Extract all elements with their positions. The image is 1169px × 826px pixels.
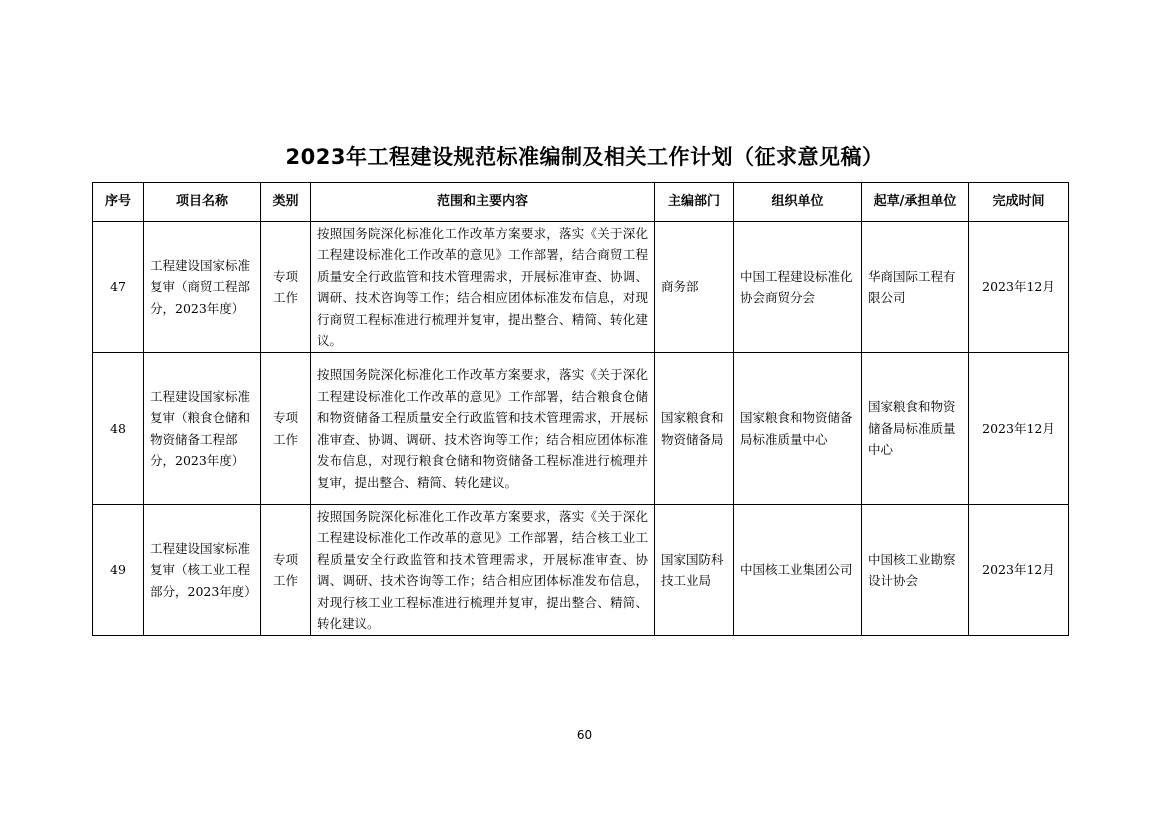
header-finish-time: 完成时间	[969, 183, 1069, 222]
document-title: 2023年工程建设规范标准编制及相关工作计划（征求意见稿）	[285, 145, 884, 169]
row-org-unit: 中国工程建设标准化协会商贸分会	[734, 222, 862, 353]
row-content: 按照国务院深化标准化工作改革方案要求，落实《关于深化工程建设标准化工作改革的意见》工作部署，结合核工业工程质量安全行政监管和技术管理需求，开展标准审查、协调、调研、技术咨询等工作；结合相应团体标准发布信息，对现行核工业工程标准进行梳理并复审，提出整合、精简、转化建议。	[311, 505, 655, 636]
row-no: 47	[93, 222, 144, 353]
row-finish-time: 2023年12月	[969, 222, 1069, 353]
row-no: 49	[93, 505, 144, 636]
page-number: 60	[576, 728, 593, 742]
row-no: 48	[93, 353, 144, 505]
table-row	[93, 505, 1069, 636]
row-project-name: 工程建设国家标准复审（粮食仓储和物资储备工程部分，2023年度）	[144, 353, 261, 505]
header-category: 类别	[261, 183, 311, 222]
work-plan-table	[92, 182, 1069, 636]
row-content: 按照国务院深化标准化工作改革方案要求，落实《关于深化工程建设标准化工作改革的意见》工作部署，结合商贸工程质量安全行政监管和技术管理需求，开展标准审查、协调、调研、技术咨询等工作；结合相应团体标准发布信息，对现行商贸工程标准进行梳理并复审，提出整合、精简、转化建议。	[311, 222, 655, 353]
row-drafter: 中国核工业勘察设计协会	[862, 505, 969, 636]
row-org-unit: 国家粮食和物资储备局标准质量中心	[734, 353, 862, 505]
header-project-name: 项目名称	[144, 183, 261, 222]
row-editor-dept: 国家国防科技工业局	[655, 505, 734, 636]
table-row	[93, 222, 1069, 353]
table-row	[93, 353, 1069, 505]
row-project-name: 工程建设国家标准复审（商贸工程部分，2023年度）	[144, 222, 261, 353]
header-editor-dept: 主编部门	[655, 183, 734, 222]
header-content: 范围和主要内容	[311, 183, 655, 222]
table-header-row	[93, 183, 1069, 222]
row-category: 专项工作	[261, 505, 311, 636]
row-category: 专项工作	[261, 222, 311, 353]
header-org-unit: 组织单位	[734, 183, 862, 222]
row-editor-dept: 商务部	[655, 222, 734, 353]
header-no: 序号	[93, 183, 144, 222]
row-editor-dept: 国家粮食和物资储备局	[655, 353, 734, 505]
row-project-name: 工程建设国家标准复审（核工业工程部分，2023年度）	[144, 505, 261, 636]
row-content: 按照国务院深化标准化工作改革方案要求，落实《关于深化工程建设标准化工作改革的意见》工作部署，结合粮食仓储和物资储备工程质量安全行政监管和技术管理需求，开展标准审查、协调、调研、技术咨询等工作；结合相应团体标准发布信息，对现行粮食仓储和物资储备工程标准进行梳理并复审，提出整合、精简、转化建议。	[311, 353, 655, 505]
row-drafter: 国家粮食和物资储备局标准质量中心	[862, 353, 969, 505]
header-drafter: 起草/承担单位	[862, 183, 969, 222]
row-finish-time: 2023年12月	[969, 353, 1069, 505]
row-org-unit: 中国核工业集团公司	[734, 505, 862, 636]
row-drafter: 华商国际工程有限公司	[862, 222, 969, 353]
row-finish-time: 2023年12月	[969, 505, 1069, 636]
row-category: 专项工作	[261, 353, 311, 505]
